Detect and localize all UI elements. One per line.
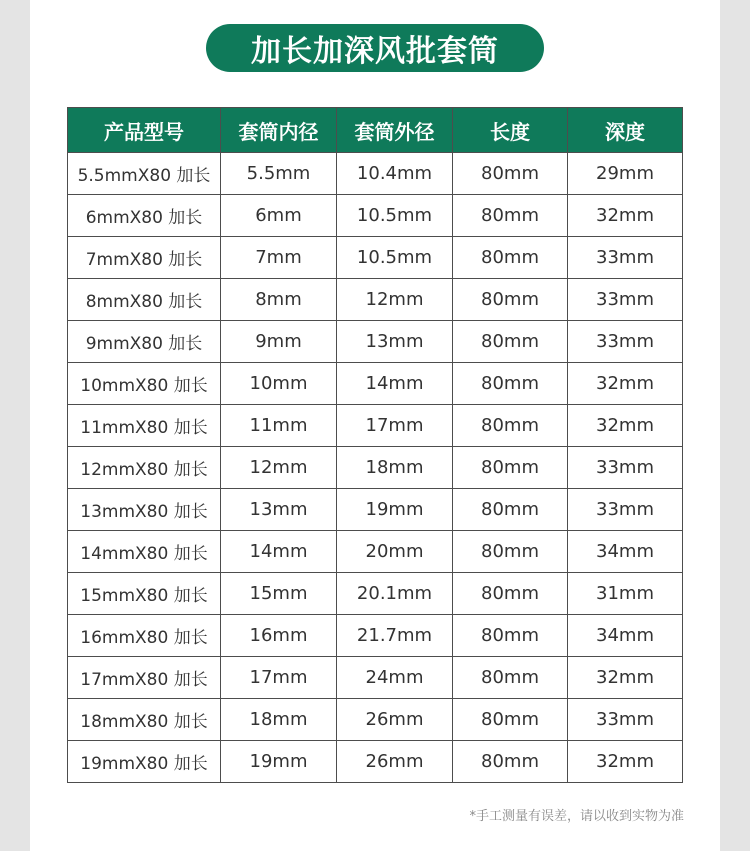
- table-row: [68, 279, 683, 321]
- table-row: [68, 657, 683, 699]
- cell-length: 80mm: [453, 699, 568, 741]
- table-row: [68, 699, 683, 741]
- cell-outer-diameter: 10.4mm: [337, 153, 453, 195]
- cell-depth: 29mm: [568, 153, 683, 195]
- table-row: [68, 237, 683, 279]
- cell-inner-diameter: 18mm: [221, 699, 337, 741]
- cell-model: 17mmX80 加长: [68, 657, 221, 699]
- cell-length: 80mm: [453, 321, 568, 363]
- cell-outer-diameter: 17mm: [337, 405, 453, 447]
- cell-model: 18mmX80 加长: [68, 699, 221, 741]
- cell-length: 80mm: [453, 657, 568, 699]
- cell-inner-diameter: 19mm: [221, 741, 337, 783]
- cell-inner-diameter: 12mm: [221, 447, 337, 489]
- cell-depth: 33mm: [568, 447, 683, 489]
- cell-depth: 33mm: [568, 279, 683, 321]
- cell-model: 7mmX80 加长: [68, 237, 221, 279]
- cell-outer-diameter: 21.7mm: [337, 615, 453, 657]
- cell-length: 80mm: [453, 615, 568, 657]
- cell-length: 80mm: [453, 573, 568, 615]
- cell-length: 80mm: [453, 741, 568, 783]
- cell-length: 80mm: [453, 153, 568, 195]
- cell-depth: 32mm: [568, 405, 683, 447]
- cell-depth: 32mm: [568, 657, 683, 699]
- cell-length: 80mm: [453, 195, 568, 237]
- spec-table: [67, 107, 683, 783]
- table-row: [68, 405, 683, 447]
- cell-outer-diameter: 14mm: [337, 363, 453, 405]
- cell-outer-diameter: 18mm: [337, 447, 453, 489]
- cell-depth: 33mm: [568, 489, 683, 531]
- table-row: [68, 363, 683, 405]
- cell-length: 80mm: [453, 405, 568, 447]
- cell-model: 6mmX80 加长: [68, 195, 221, 237]
- cell-outer-diameter: 10.5mm: [337, 195, 453, 237]
- footnote: *手工测量有误差，请以收到实物为准: [469, 809, 684, 824]
- header-outer-diameter: 套筒外径: [337, 108, 453, 153]
- table-row: [68, 741, 683, 783]
- table-row: [68, 195, 683, 237]
- table-row: [68, 615, 683, 657]
- table-row: [68, 489, 683, 531]
- cell-depth: 33mm: [568, 237, 683, 279]
- cell-length: 80mm: [453, 447, 568, 489]
- cell-model: 11mmX80 加长: [68, 405, 221, 447]
- page-title: 加长加深风批套筒: [251, 34, 499, 69]
- cell-length: 80mm: [453, 279, 568, 321]
- cell-depth: 33mm: [568, 321, 683, 363]
- table-row: [68, 321, 683, 363]
- header-model: 产品型号: [68, 108, 221, 153]
- cell-model: 9mmX80 加长: [68, 321, 221, 363]
- cell-outer-diameter: 26mm: [337, 699, 453, 741]
- cell-outer-diameter: 20.1mm: [337, 573, 453, 615]
- cell-inner-diameter: 6mm: [221, 195, 337, 237]
- cell-outer-diameter: 20mm: [337, 531, 453, 573]
- table-header-row: [68, 108, 683, 153]
- table-row: [68, 531, 683, 573]
- cell-model: 19mmX80 加长: [68, 741, 221, 783]
- cell-inner-diameter: 14mm: [221, 531, 337, 573]
- table-body: [68, 153, 683, 783]
- cell-outer-diameter: 12mm: [337, 279, 453, 321]
- cell-depth: 32mm: [568, 741, 683, 783]
- cell-model: 15mmX80 加长: [68, 573, 221, 615]
- cell-model: 13mmX80 加长: [68, 489, 221, 531]
- cell-inner-diameter: 13mm: [221, 489, 337, 531]
- cell-inner-diameter: 15mm: [221, 573, 337, 615]
- cell-model: 10mmX80 加长: [68, 363, 221, 405]
- table-row: [68, 447, 683, 489]
- table-row: [68, 153, 683, 195]
- cell-length: 80mm: [453, 531, 568, 573]
- cell-depth: 32mm: [568, 363, 683, 405]
- header-inner-diameter: 套筒内径: [221, 108, 337, 153]
- cell-length: 80mm: [453, 363, 568, 405]
- header-depth: 深度: [568, 108, 683, 153]
- cell-model: 12mmX80 加长: [68, 447, 221, 489]
- cell-outer-diameter: 26mm: [337, 741, 453, 783]
- cell-inner-diameter: 16mm: [221, 615, 337, 657]
- cell-inner-diameter: 11mm: [221, 405, 337, 447]
- cell-outer-diameter: 10.5mm: [337, 237, 453, 279]
- cell-outer-diameter: 19mm: [337, 489, 453, 531]
- cell-model: 5.5mmX80 加长: [68, 153, 221, 195]
- cell-length: 80mm: [453, 237, 568, 279]
- cell-inner-diameter: 17mm: [221, 657, 337, 699]
- cell-depth: 31mm: [568, 573, 683, 615]
- table-row: [68, 573, 683, 615]
- cell-depth: 34mm: [568, 615, 683, 657]
- cell-depth: 33mm: [568, 699, 683, 741]
- cell-inner-diameter: 5.5mm: [221, 153, 337, 195]
- cell-outer-diameter: 24mm: [337, 657, 453, 699]
- cell-inner-diameter: 7mm: [221, 237, 337, 279]
- cell-outer-diameter: 13mm: [337, 321, 453, 363]
- title-banner: [206, 24, 544, 72]
- cell-inner-diameter: 10mm: [221, 363, 337, 405]
- header-length: 长度: [453, 108, 568, 153]
- cell-depth: 34mm: [568, 531, 683, 573]
- cell-length: 80mm: [453, 489, 568, 531]
- cell-inner-diameter: 9mm: [221, 321, 337, 363]
- cell-model: 8mmX80 加长: [68, 279, 221, 321]
- cell-depth: 32mm: [568, 195, 683, 237]
- cell-model: 16mmX80 加长: [68, 615, 221, 657]
- cell-model: 14mmX80 加长: [68, 531, 221, 573]
- cell-inner-diameter: 8mm: [221, 279, 337, 321]
